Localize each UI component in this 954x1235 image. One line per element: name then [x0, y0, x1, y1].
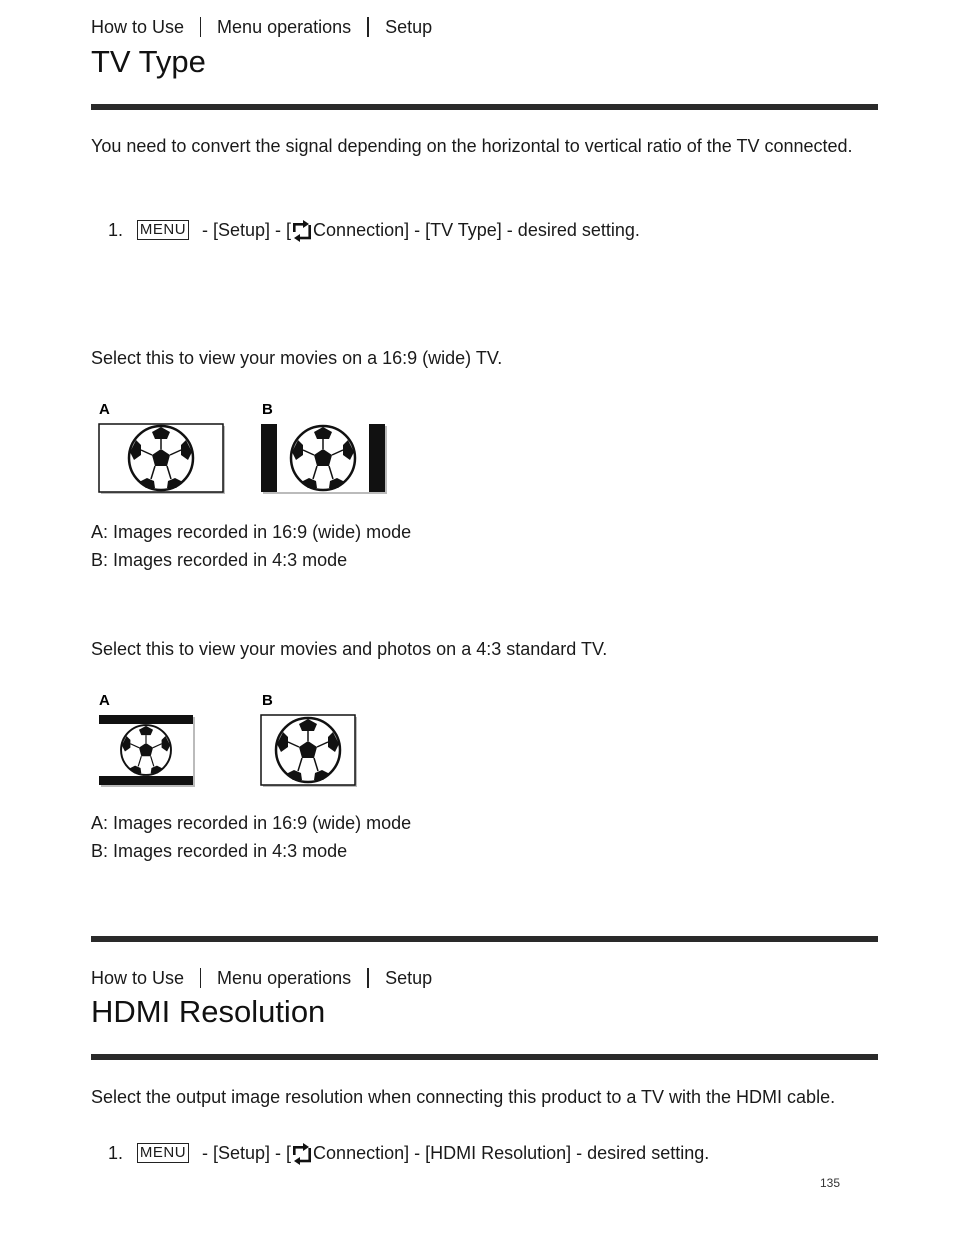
- intro-text: Select the output image resolution when connecting this product to a TV with the HDMI cable.: [91, 1087, 836, 1107]
- wide-tv-illustration: [95, 398, 395, 498]
- page-number: 135: [820, 1176, 841, 1190]
- connection-icon: [291, 1143, 313, 1167]
- breadcrumb: [91, 967, 432, 989]
- breadcrumb-menu-operations[interactable]: Menu operations: [217, 17, 352, 37]
- step-text-after: Connection] - [TV Type] - desired setting.: [313, 220, 640, 240]
- instruction-step: [108, 216, 640, 244]
- page-title: TV Type: [91, 44, 206, 79]
- caption-b: B: Images recorded in 4:3 mode: [91, 841, 348, 861]
- page-title: HDMI Resolution: [91, 994, 326, 1029]
- step-text-before: - [Setup] - [: [197, 220, 292, 240]
- step-number: 1.: [108, 220, 124, 240]
- menu-button-icon: MENU: [137, 1143, 189, 1163]
- section-divider: [91, 936, 878, 942]
- breadcrumb-menu-operations[interactable]: Menu operations: [217, 968, 352, 988]
- option-16-9-description: Select this to view your movies on a 16:9 (wide) TV.: [91, 348, 503, 368]
- title-divider: [91, 104, 878, 110]
- option-4-3-description: Select this to view your movies and photos on a 4:3 standard TV.: [91, 639, 608, 659]
- instruction-step: [108, 1139, 709, 1167]
- breadcrumb-setup[interactable]: Setup: [385, 17, 433, 37]
- connection-icon: [291, 220, 313, 244]
- breadcrumb-separator: [200, 17, 201, 37]
- caption-a: A: Images recorded in 16:9 (wide) mode: [91, 813, 412, 833]
- menu-button-icon: MENU: [137, 220, 189, 240]
- standard-tv-illustration: [95, 689, 395, 789]
- caption-a: A: Images recorded in 16:9 (wide) mode: [91, 522, 412, 542]
- image-label-b: B: [262, 401, 273, 418]
- breadcrumb-separator: [200, 968, 201, 988]
- breadcrumb: [91, 16, 432, 38]
- breadcrumb-how-to-use[interactable]: How to Use: [91, 968, 185, 988]
- image-label-a: A: [99, 401, 110, 418]
- image-label-b: B: [262, 692, 273, 709]
- title-divider: [91, 1054, 878, 1060]
- breadcrumb-separator: [367, 968, 369, 988]
- step-text-after: Connection] - [HDMI Resolution] - desired setting.: [313, 1143, 710, 1163]
- caption-b: B: Images recorded in 4:3 mode: [91, 550, 348, 570]
- breadcrumb-how-to-use[interactable]: How to Use: [91, 17, 185, 37]
- intro-text: You need to convert the signal depending on the horizontal to vertical ratio of the TV connected.: [91, 136, 853, 156]
- breadcrumb-separator: [367, 17, 369, 37]
- step-text-before: - [Setup] - [: [197, 1143, 292, 1163]
- step-number: 1.: [108, 1143, 124, 1163]
- breadcrumb-setup[interactable]: Setup: [385, 968, 433, 988]
- image-label-a: A: [99, 692, 110, 709]
